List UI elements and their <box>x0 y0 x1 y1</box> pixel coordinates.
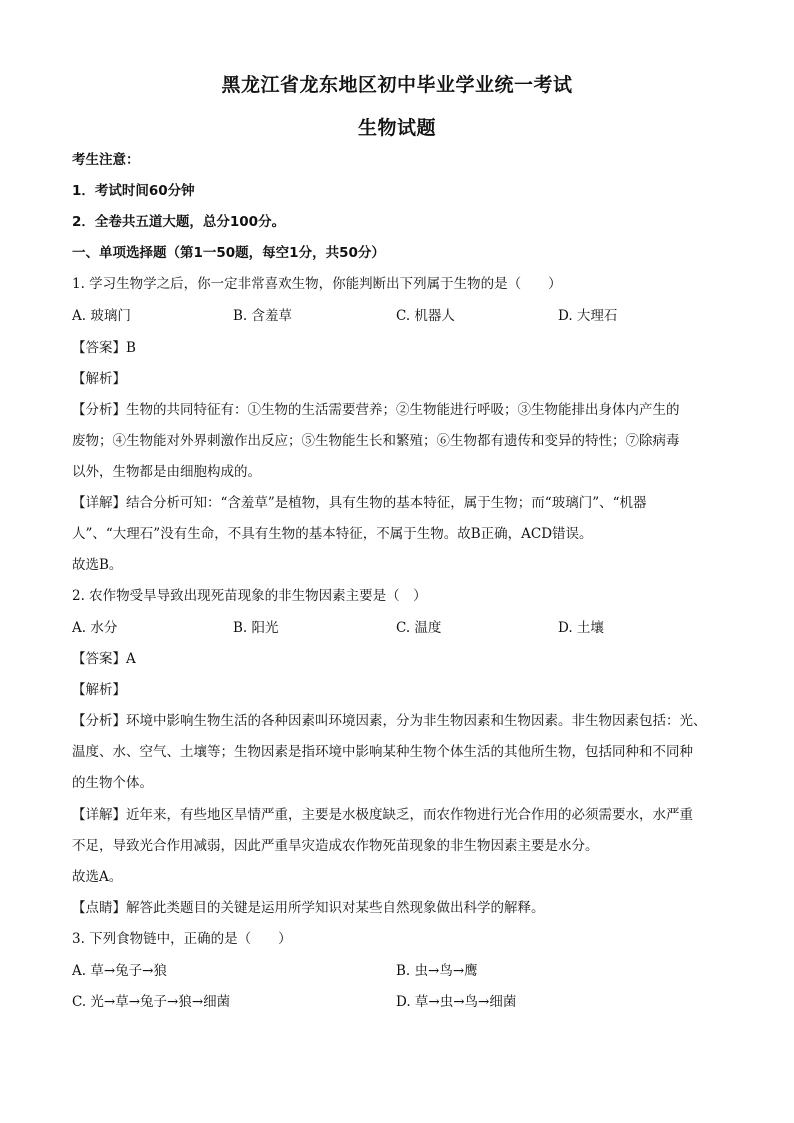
exam-subtitle: 生物试题 <box>357 117 436 139</box>
question-2-answer: 【答案】A <box>72 651 136 667</box>
question-3-option-a: A. 草→兔子→狼 <box>72 963 167 979</box>
question-2-fenxi-line-2: 温度、水、空气、土壤等；生物因素是指环境中影响某种生物个体生活的其他所生物，包括同种和不同种 <box>72 744 693 760</box>
question-1-option-a: A. 玻璃门 <box>72 308 131 324</box>
question-3-stem: 3. 下列食物链中，正确的是（ ） <box>72 931 292 947</box>
question-1-detail-line-1: 【详解】结合分析可知：“含羞草”是植物，具有生物的基本特征，属于生物；而“玻璃门”、“机器 <box>72 495 647 511</box>
notice-heading: 考生注意： <box>72 152 140 168</box>
question-1-option-c: C. 机器人 <box>396 308 455 324</box>
section-heading: 一、单项选择题（第1一50题，每空1分，共50分） <box>72 245 385 261</box>
notice-item-score: 2．全卷共五道大题，总分100分。 <box>72 214 286 230</box>
question-1-conclusion: 故选B。 <box>72 557 123 573</box>
question-1-option-b: B. 含羞草 <box>233 308 293 324</box>
question-2-option-b: B. 阳光 <box>233 620 279 636</box>
notice-item-time: 1．考试时间60分钟 <box>72 183 195 199</box>
question-1-option-d: D. 大理石 <box>558 308 618 324</box>
question-1-stem: 1. 学习生物学之后，你一定非常喜欢生物，你能判断出下列属于生物的是（ ） <box>72 276 562 292</box>
question-1-answer: 【答案】B <box>72 340 136 356</box>
question-2-option-a: A. 水分 <box>72 620 118 636</box>
question-2-fenxi-line-1: 【分析】环境中影响生物生活的各种因素叫环境因素，分为非生物因素和生物因素。非生物因素包括：光、 <box>72 713 707 729</box>
question-2-option-d: D. 土壤 <box>558 620 604 636</box>
question-2-detail-line-1: 【详解】近年来，有些地区旱情严重，主要是水极度缺乏，而农作物进行光合作用的必须需要水，水严重 <box>72 807 693 823</box>
question-2-fenxi-line-3: 的生物个体。 <box>72 775 153 791</box>
question-1-analysis-label: 【解析】 <box>72 371 126 387</box>
question-1-fenxi-line-1: 【分析】生物的共同特征有：①生物的生活需要营养；②生物能进行呼吸；③生物能排出身体内产生的 <box>72 402 680 418</box>
question-2-option-c: C. 温度 <box>396 620 442 636</box>
question-2-conclusion: 故选A。 <box>72 869 123 885</box>
question-1-fenxi-line-2: 废物；④生物能对外界刺激作出反应；⑤生物能生长和繁殖；⑥生物都有遗传和变异的特性；⑦除病毒 <box>72 433 680 449</box>
question-1-detail-line-2: 人”、“大理石”没有生命，不具有生物的基本特征，不属于生物。故B正确，ACD错误。 <box>72 526 593 542</box>
question-3-option-d: D. 草→虫→鸟→细菌 <box>396 994 517 1010</box>
question-3-option-b: B. 虫→鸟→鹰 <box>396 963 478 979</box>
question-2-stem: 2. 农作物受旱导致出现死苗现象的非生物因素主要是（ ） <box>72 588 427 604</box>
exam-title: 黑龙江省龙东地区初中毕业学业统一考试 <box>221 74 573 96</box>
question-3-option-c: C. 光→草→兔子→狼→细菌 <box>72 994 231 1010</box>
question-2-detail-line-2: 不足，导致光合作用减弱，因此严重旱灾造成农作物死苗现象的非生物因素主要是水分。 <box>72 838 599 854</box>
question-1-fenxi-line-3: 以外，生物都是由细胞构成的。 <box>72 464 261 480</box>
question-2-analysis-label: 【解析】 <box>72 682 126 698</box>
question-2-key-point: 【点睛】解答此类题目的关键是运用所学知识对某些自然现象做出科学的解释。 <box>72 900 545 916</box>
